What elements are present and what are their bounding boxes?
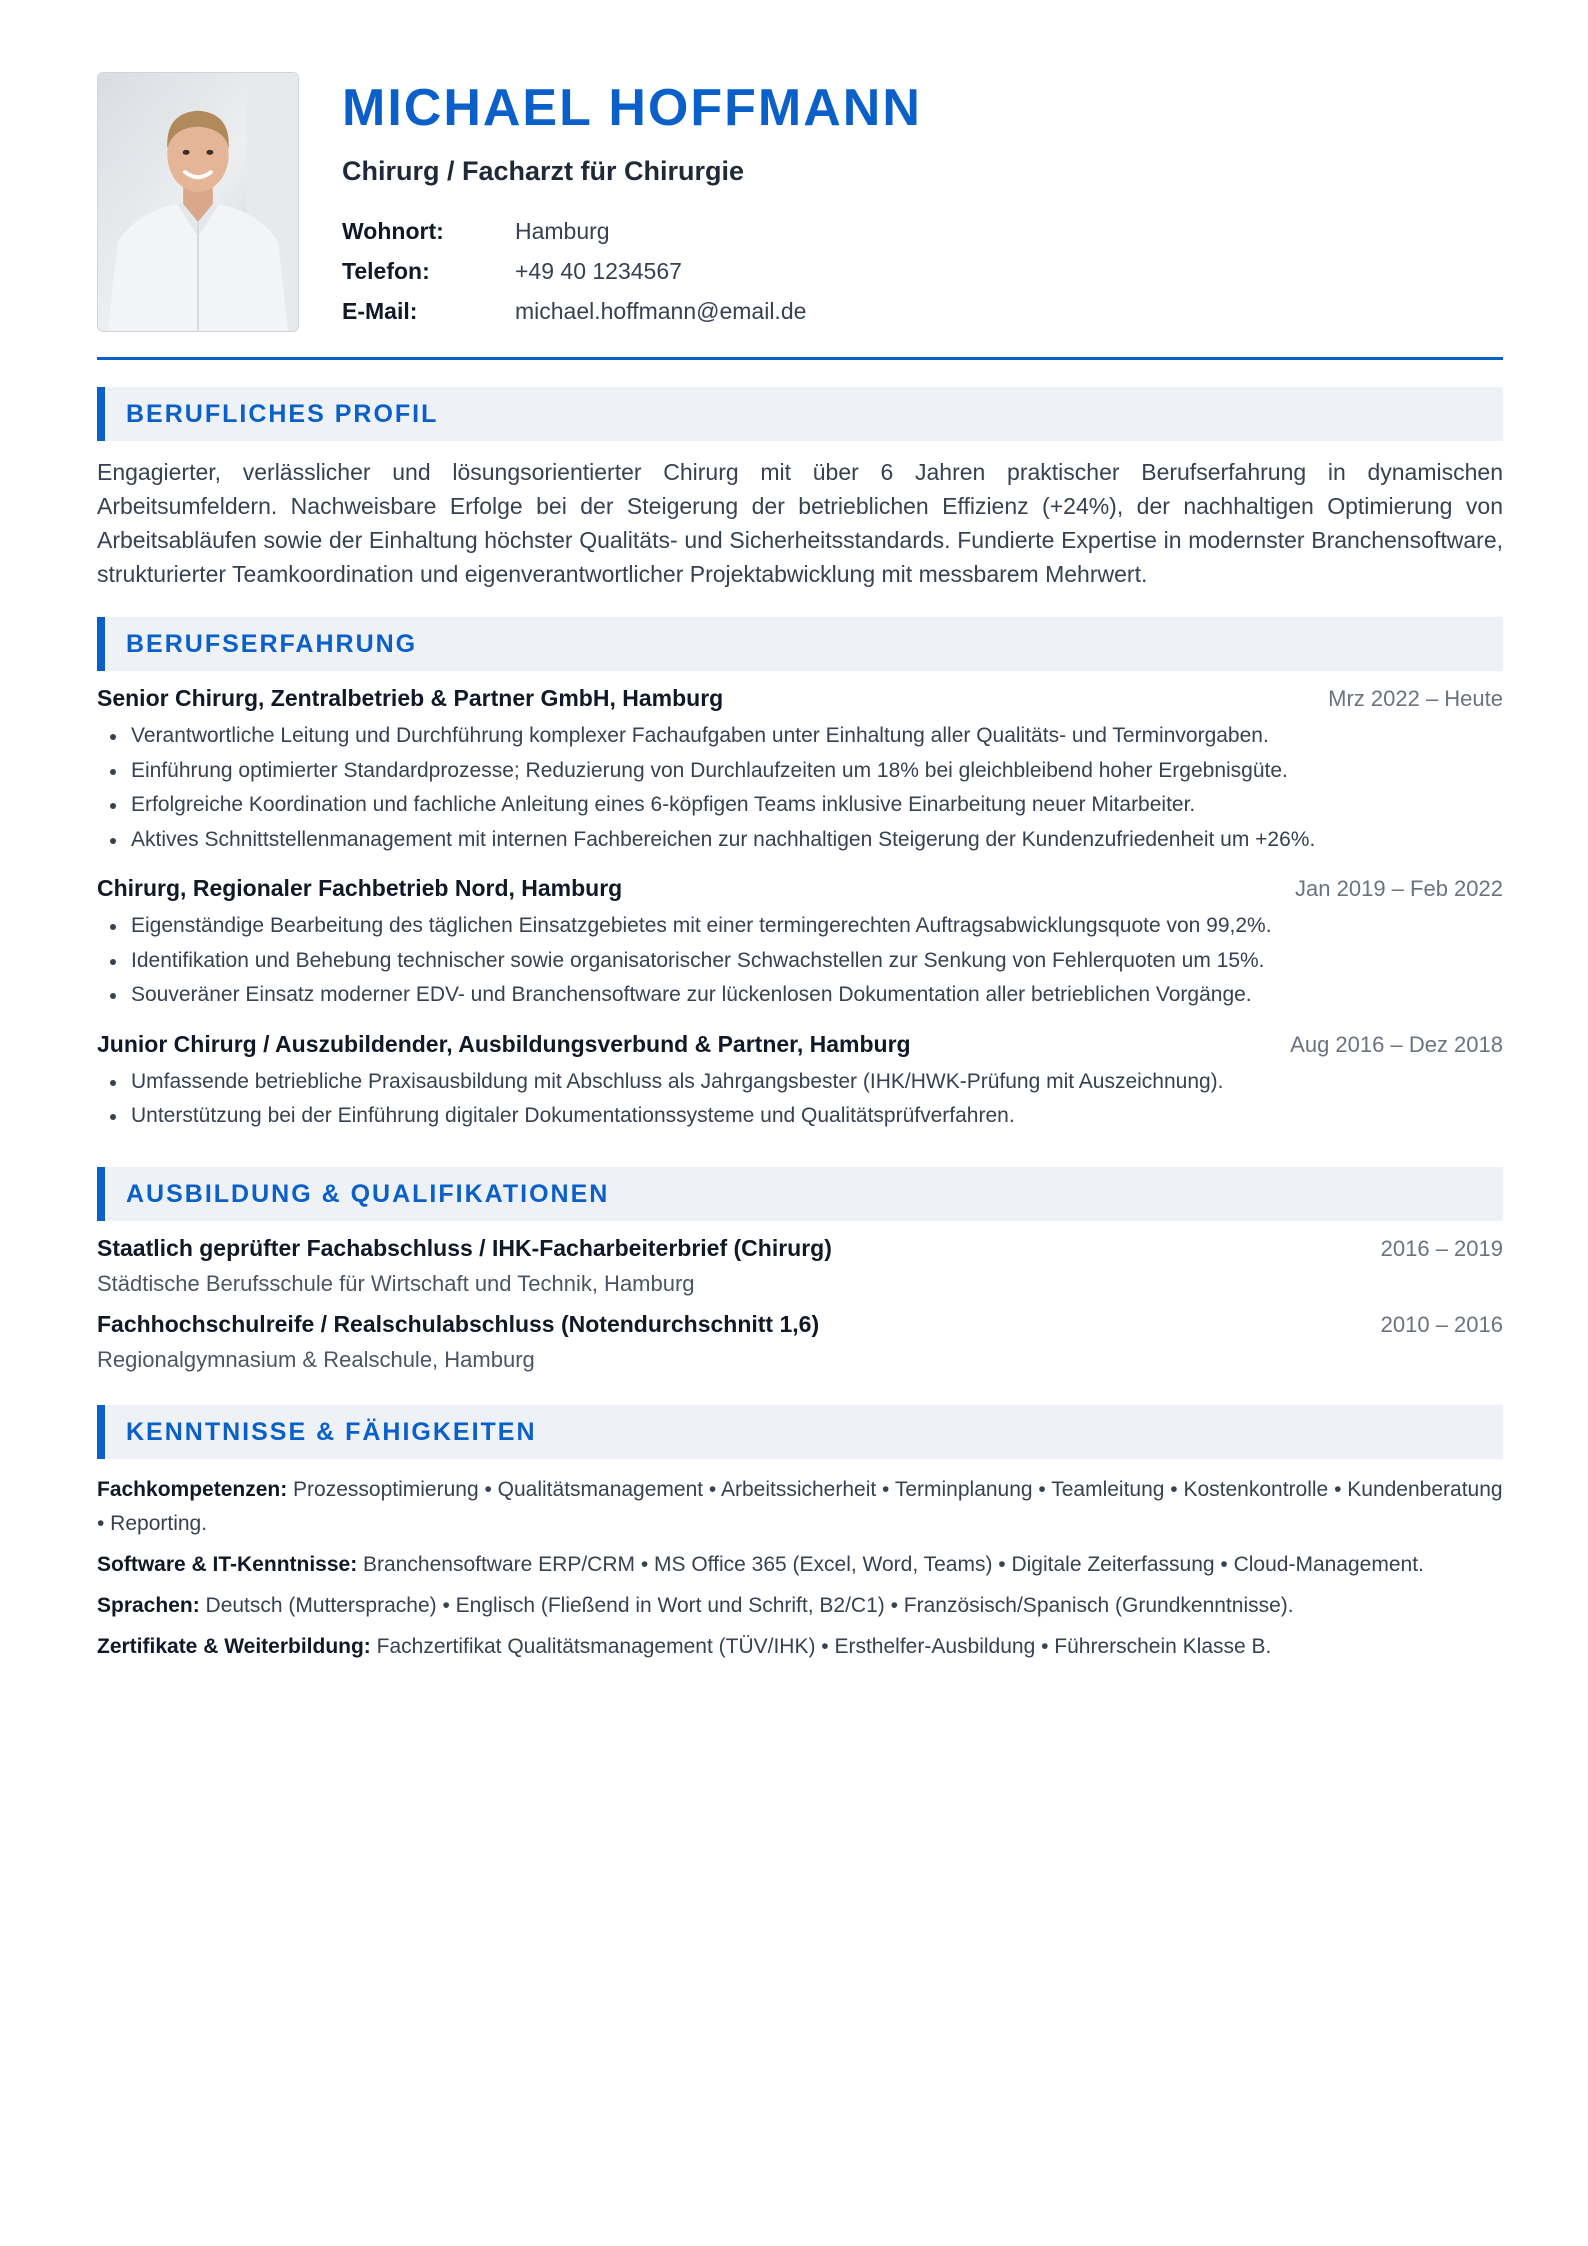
contact-value: michael.hoffmann@email.de xyxy=(515,297,807,324)
contact-row-residence xyxy=(342,211,1442,251)
section-skills xyxy=(97,1405,1503,1671)
profile-photo xyxy=(97,72,299,332)
contact-row-email xyxy=(342,291,1442,331)
contact-label: Telefon: xyxy=(342,257,430,284)
job-header xyxy=(97,685,1503,719)
section-header xyxy=(97,387,1503,441)
resume-page xyxy=(97,72,1503,1658)
list-item: Identifikation und Behebung technischer sowie organisatorischer Schwachstellen zur Senkung von Fehlerquoten um 15%. xyxy=(97,944,1503,979)
job-role: Chirurg, Regionaler Fachbetrieb Nord, Hamburg xyxy=(97,875,623,901)
contact-label: Wohnort: xyxy=(342,217,444,244)
contact-row-phone xyxy=(342,251,1442,291)
job-entry xyxy=(97,685,1503,857)
section-header xyxy=(97,1167,1503,1221)
resume-header xyxy=(97,72,1503,334)
job-date: Mrz 2022 – Heute xyxy=(1328,686,1503,711)
education-school: Regionalgymnasium & Realschule, Hamburg xyxy=(97,1347,535,1372)
header-info xyxy=(342,79,1442,331)
job-bullets xyxy=(97,719,1503,857)
section-title: BERUFSERFAHRUNG xyxy=(126,629,418,658)
profile-text: Engagierter, verlässlicher und lösungsorientierter Chirurg mit über 6 Jahren praktischer Berufserfahrung in dynamischen Arbeitsumfeldern. Nachweisbare Erfolge bei der Steigerung der betrieblichen Effizienz (+24%), der nachhaltigen Optimierung von Arbeitsabläufen sowie der Einhaltung höchster Qualitäts- und Sicherheitsstandards. Fundierte Expertise in modernster Branchensoftware, strukturierter Teamkoordination und eigenverantwortlicher Projektabwicklung mit messbarem Mehrwert. xyxy=(97,459,1503,587)
section-title: KENNTNISSE & FÄHIGKEITEN xyxy=(126,1417,537,1446)
education-title: Staatlich geprüfter Fachabschluss / IHK-Facharbeiterbrief (Chirurg) xyxy=(97,1235,832,1261)
skill-label: Software & IT-Kenntnisse: xyxy=(97,1553,364,1576)
list-item: Erfolgreiche Koordination und fachliche Anleitung eines 6-köpfigen Teams inklusive Einarbeitung neuer Mitarbeiter. xyxy=(97,788,1503,823)
education-date: 2010 – 2016 xyxy=(1380,1312,1503,1337)
education-header xyxy=(97,1311,1503,1343)
section-profile xyxy=(97,387,1503,591)
skill-row xyxy=(97,1589,1503,1623)
job-bullets xyxy=(97,909,1503,1013)
education-entry xyxy=(97,1235,1503,1301)
section-header xyxy=(97,617,1503,671)
skill-value: Fachzertifikat Qualitätsmanagement (TÜV/IHK) • Ersthelfer-Ausbildung • Führerschein Klasse B. xyxy=(376,1635,1272,1658)
job-entry xyxy=(97,1031,1503,1134)
section-experience xyxy=(97,617,1503,1134)
section-title: BERUFLICHES PROFIL xyxy=(126,399,439,428)
job-date: Aug 2016 – Dez 2018 xyxy=(1290,1031,1503,1057)
header-divider xyxy=(97,357,1503,360)
education-title: Fachhochschulreife / Realschulabschluss (Notendurchschnitt 1,6) xyxy=(97,1311,820,1337)
skills-list xyxy=(97,1473,1503,1664)
list-item: Verantwortliche Leitung und Durchführung komplexer Fachaufgaben unter Einhaltung aller Qualitäts- und Terminvorgaben. xyxy=(97,719,1503,754)
skill-value: Prozessoptimierung • Qualitätsmanagement • Arbeitssicherheit • Terminplanung • Teamleitung • Kostenkontrolle • Kundenberatung • Reporting. xyxy=(97,1478,1503,1535)
candidate-title: Chirurg / Facharzt für Chirurgie xyxy=(342,156,745,186)
education-date: 2016 – 2019 xyxy=(1380,1236,1503,1261)
skill-value: Deutsch (Muttersprache) • Englisch (Fließend in Wort und Schrift, B2/C1) • Französisch/Spanisch (Grundkenntnisse). xyxy=(205,1594,1294,1617)
job-bullets xyxy=(97,1065,1503,1134)
job-role: Senior Chirurg, Zentralbetrieb & Partner GmbH, Hamburg xyxy=(97,685,724,711)
list-item: Unterstützung bei der Einführung digitaler Dokumentationssysteme und Qualitätsprüfverfahren. xyxy=(97,1099,1503,1134)
contact-value: Hamburg xyxy=(515,217,610,244)
job-date: Jan 2019 – Feb 2022 xyxy=(1295,876,1503,901)
education-header xyxy=(97,1235,1503,1267)
skill-row xyxy=(97,1473,1503,1541)
list-item: Souveräner Einsatz moderner EDV- und Branchensoftware zur lückenlosen Dokumentation aller betrieblichen Vorgänge. xyxy=(97,978,1503,1013)
candidate-name: MICHAEL HOFFMANN xyxy=(342,79,922,137)
job-role: Junior Chirurg / Auszubildender, Ausbildungsverbund & Partner, Hamburg xyxy=(97,1030,911,1057)
education-school: Städtische Berufsschule für Wirtschaft und Technik, Hamburg xyxy=(97,1271,695,1296)
skill-label: Fachkompetenzen: xyxy=(97,1478,294,1501)
list-item: Einführung optimierter Standardprozesse; Reduzierung von Durchlaufzeiten um 18% bei gleichbleibend hoher Ergebnisgüte. xyxy=(97,754,1503,789)
education-entry xyxy=(97,1311,1503,1377)
job-header xyxy=(97,1031,1503,1065)
skill-label: Sprachen: xyxy=(97,1594,206,1617)
job-entry xyxy=(97,875,1503,1013)
skill-value: Branchensoftware ERP/CRM • MS Office 365 (Excel, Word, Teams) • Digitale Zeiterfassung • Cloud-Management. xyxy=(363,1553,1424,1576)
contact-label: E-Mail: xyxy=(342,297,418,324)
list-item: Umfassende betriebliche Praxisausbildung mit Abschluss als Jahrgangsbester (IHK/HWK-Prüfung mit Auszeichnung). xyxy=(97,1065,1503,1100)
list-item: Eigenständige Bearbeitung des täglichen Einsatzgebietes mit einer termingerechten Auftragsabwicklungsquote von 99,2%. xyxy=(97,909,1503,944)
list-item: Aktives Schnittstellenmanagement mit internen Fachbereichen zur nachhaltigen Steigerung der Kundenzufriedenheit um +26%. xyxy=(97,823,1503,858)
contact-value: +49 40 1234567 xyxy=(515,257,682,284)
skill-label: Zertifikate & Weiterbildung: xyxy=(97,1635,377,1658)
skill-row xyxy=(97,1630,1503,1664)
section-education xyxy=(97,1167,1503,1377)
job-header xyxy=(97,875,1503,909)
skill-row xyxy=(97,1548,1503,1582)
contact-list xyxy=(342,211,1442,331)
section-header xyxy=(97,1405,1503,1459)
section-title: AUSBILDUNG & QUALIFIKATIONEN xyxy=(126,1179,610,1208)
